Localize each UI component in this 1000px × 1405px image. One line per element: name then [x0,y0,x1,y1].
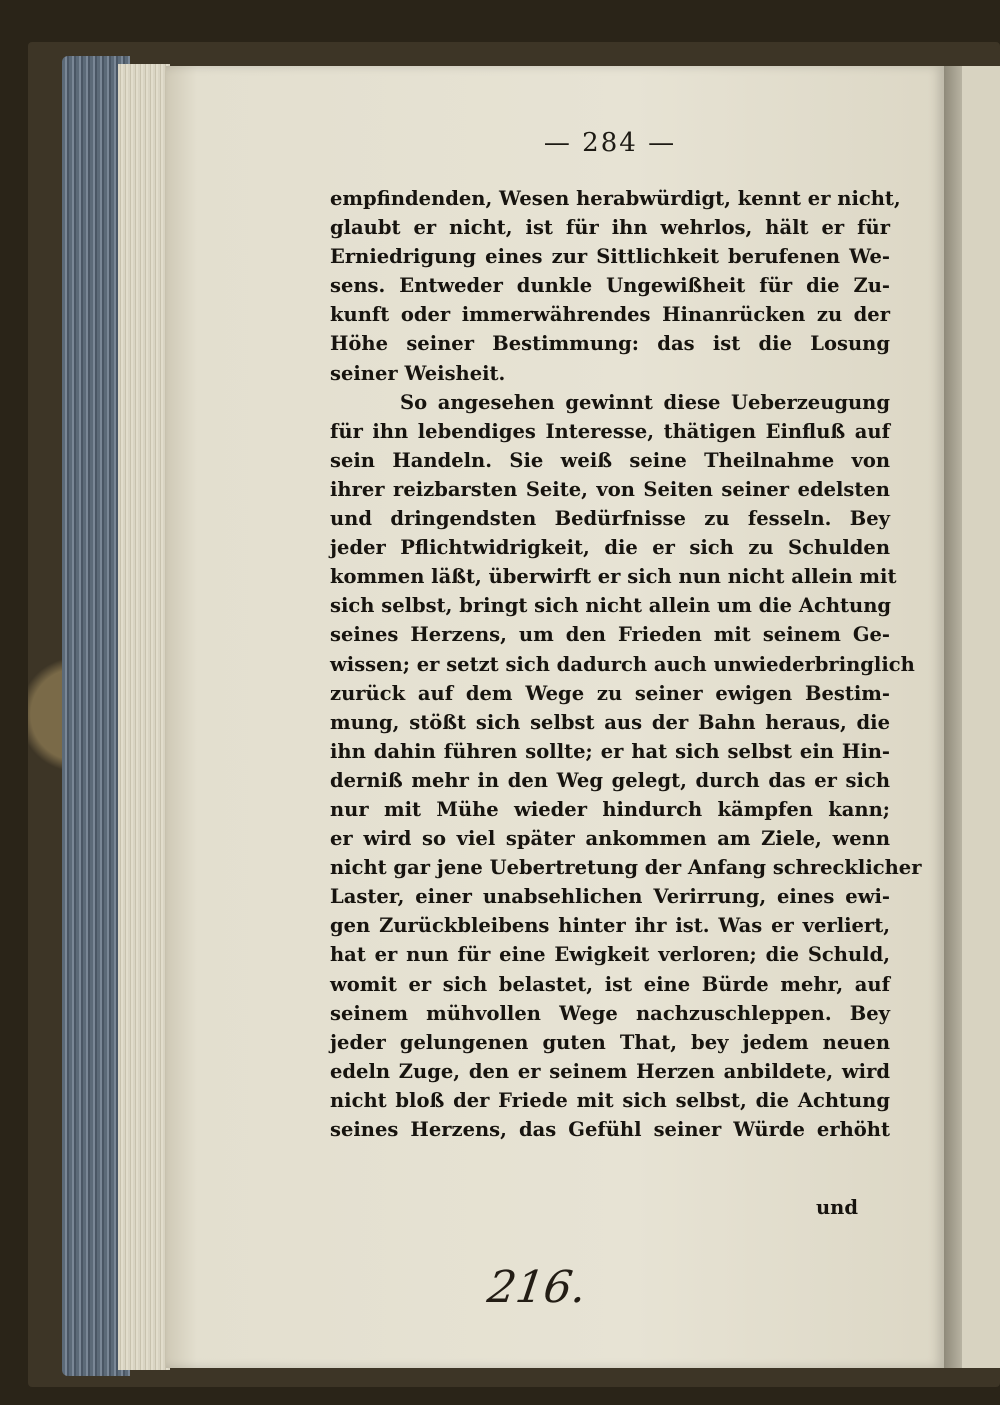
text-line: nicht gar jene Uebertretung der Anfang schrecklicher [330,856,922,880]
text-line: kommen läßt, überwirft er sich nun nicht allein mit [330,565,897,589]
text-line: seinem mühvollen Wege nachzuschleppen. Bey [330,1001,890,1025]
text-line: gen Zurückbleibens hinter ihr ist. Was er verliert, [330,914,890,938]
text-line: jeder gelungenen guten That, bey jedem neuen [330,1030,890,1054]
text-line: edeln Zuge, den er seinem Herzen anbildete, wird [330,1059,890,1083]
text-line: ihn dahin führen sollte; er hat sich selbst ein Hin- [330,739,890,763]
text-line: ihrer reizbarsten Seite, von Seiten seiner edelsten [330,477,890,501]
text-line: nur mit Mühe wieder hindurch kämpfen kann; [330,797,890,821]
text-line: empfindenden, Wesen herabwürdigt, kennt er nicht, [330,187,901,210]
text-line: seines Herzens, um den Frieden mit seinem Ge- [330,623,890,647]
text-line: hat er nun für eine Ewigkeit verloren; die Schuld, [330,943,890,967]
text-line: Erniedrigung eines zur Sittlichkeit berufenen We- [330,245,890,269]
handwritten-folio: 216. [484,1262,590,1313]
text-line: kunft oder immerwährendes Hinanrücken zu der [330,303,890,327]
text-line: Laster, einer unabsehlichen Verirrung, eines ewi- [330,885,890,909]
text-line: mung, stößt sich selbst aus der Bahn heraus, die [330,710,890,734]
text-line: sens. Entweder dunkle Ungewißheit für die Zu- [330,274,890,298]
text-line: und dringendsten Bedürfnisse zu fesseln. Bey [330,507,890,531]
gutter [944,66,962,1368]
text-line: So angesehen gewinnt diese Ueberzeugung [400,390,890,414]
text-line: nicht bloß der Friede mit sich selbst, die Achtung [330,1088,890,1112]
catchword: und [816,1196,858,1219]
text-line: sein Handeln. Sie weiß seine Theilnahme von [330,448,890,472]
text-line: wissen; er setzt sich dadurch auch unwiederbringlich [330,652,915,676]
text-line: derniß mehr in den Weg gelegt, durch das er sich [330,768,890,792]
text-line: sich selbst, bringt sich nicht allein um die Achtung [330,594,892,618]
facing-page-edge [962,66,1000,1368]
text-line: seines Herzens, das Gefühl seiner Würde erhöht [330,1118,890,1141]
text-line: er wird so viel später ankommen am Ziele, wenn [330,827,890,851]
page-number-header: — 284 — [543,128,677,158]
text-line: zurück auf dem Wege zu seiner ewigen Bestim- [330,681,890,705]
text-line: für ihn lebendiges Interesse, thätigen Einfluß auf [330,419,890,443]
page-stack [118,64,170,1370]
text-line: womit er sich belastet, ist eine Bürde mehr, auf [330,972,890,996]
text-line: seiner Weisheit. [330,361,506,385]
body-text [330,184,922,1144]
text-line: Höhe seiner Bestimmung: das ist die Losung [330,332,890,356]
text-line: glaubt er nicht, ist für ihn wehrlos, hält er für [330,216,890,240]
text-line: jeder Pflichtwidrigkeit, die er sich zu Schulden [330,536,890,560]
